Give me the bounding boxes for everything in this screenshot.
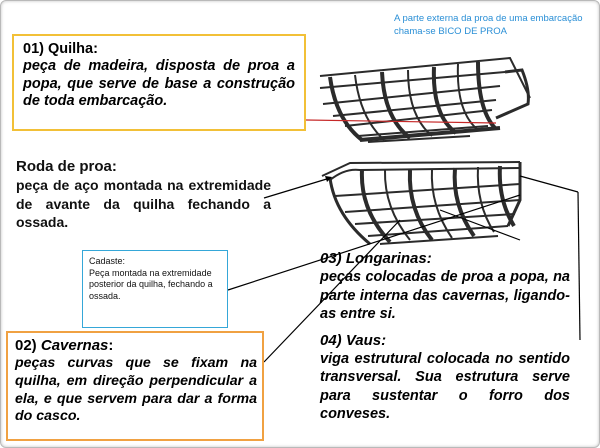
longarinas-title: 03) Longarinas: — [320, 250, 432, 267]
cavernas-description: peças curvas que se fixam na quilha, em direção perpendicular a ela, e que servem para dar a forma do casco. — [15, 355, 257, 425]
roda-de-proa-title: Roda de proa: — [16, 158, 117, 175]
quilha-title: 01) Quilha: — [23, 41, 98, 57]
cavernas-title — [15, 337, 257, 355]
keel-hull-drawing — [320, 58, 530, 142]
cavernas-word: Cavernas — [40, 337, 109, 354]
vaus-pointer-diagonal — [520, 176, 578, 192]
bico-de-proa-note: A parte externa da proa de uma embarcação chama-se BICO DE PROA — [394, 13, 583, 37]
pointer-lines — [228, 120, 580, 362]
roda-de-proa-block — [16, 157, 271, 232]
vaus-pointer-vertical — [578, 192, 580, 340]
cadaste-description: Peça montada na extremidade posterior da quilha, fechando a ossada. — [89, 267, 213, 301]
vaus-block — [320, 331, 570, 424]
cavernas-number: 02) — [15, 337, 37, 354]
longarinas-description: peças colocadas de proa a popa, na parte interna das cavernas, ligando-as entre si. — [320, 269, 570, 322]
vaus-title: 04) Vaus: — [320, 332, 387, 349]
longarinas-block — [320, 249, 570, 324]
cavernas-colon: : — [108, 337, 114, 354]
quilha-box — [12, 34, 306, 131]
cadaste-box — [82, 250, 228, 328]
roda-pointer — [264, 178, 330, 198]
quilha-description: peça de madeira, disposta de proa a popa, que serve de base a construção de toda embarcação. — [23, 58, 295, 109]
roda-de-proa-description: peça de aço montada na extremidade de avante da quilha fechando a ossada. — [16, 177, 271, 230]
vaus-description: viga estrutural colocada no sentido transversal. Sua estrutura serve para sustentar o forro dos conveses. — [320, 351, 570, 423]
cavernas-box — [6, 331, 264, 441]
cadaste-title: Cadaste: — [89, 256, 126, 266]
stringers-hull-drawing — [322, 162, 520, 244]
